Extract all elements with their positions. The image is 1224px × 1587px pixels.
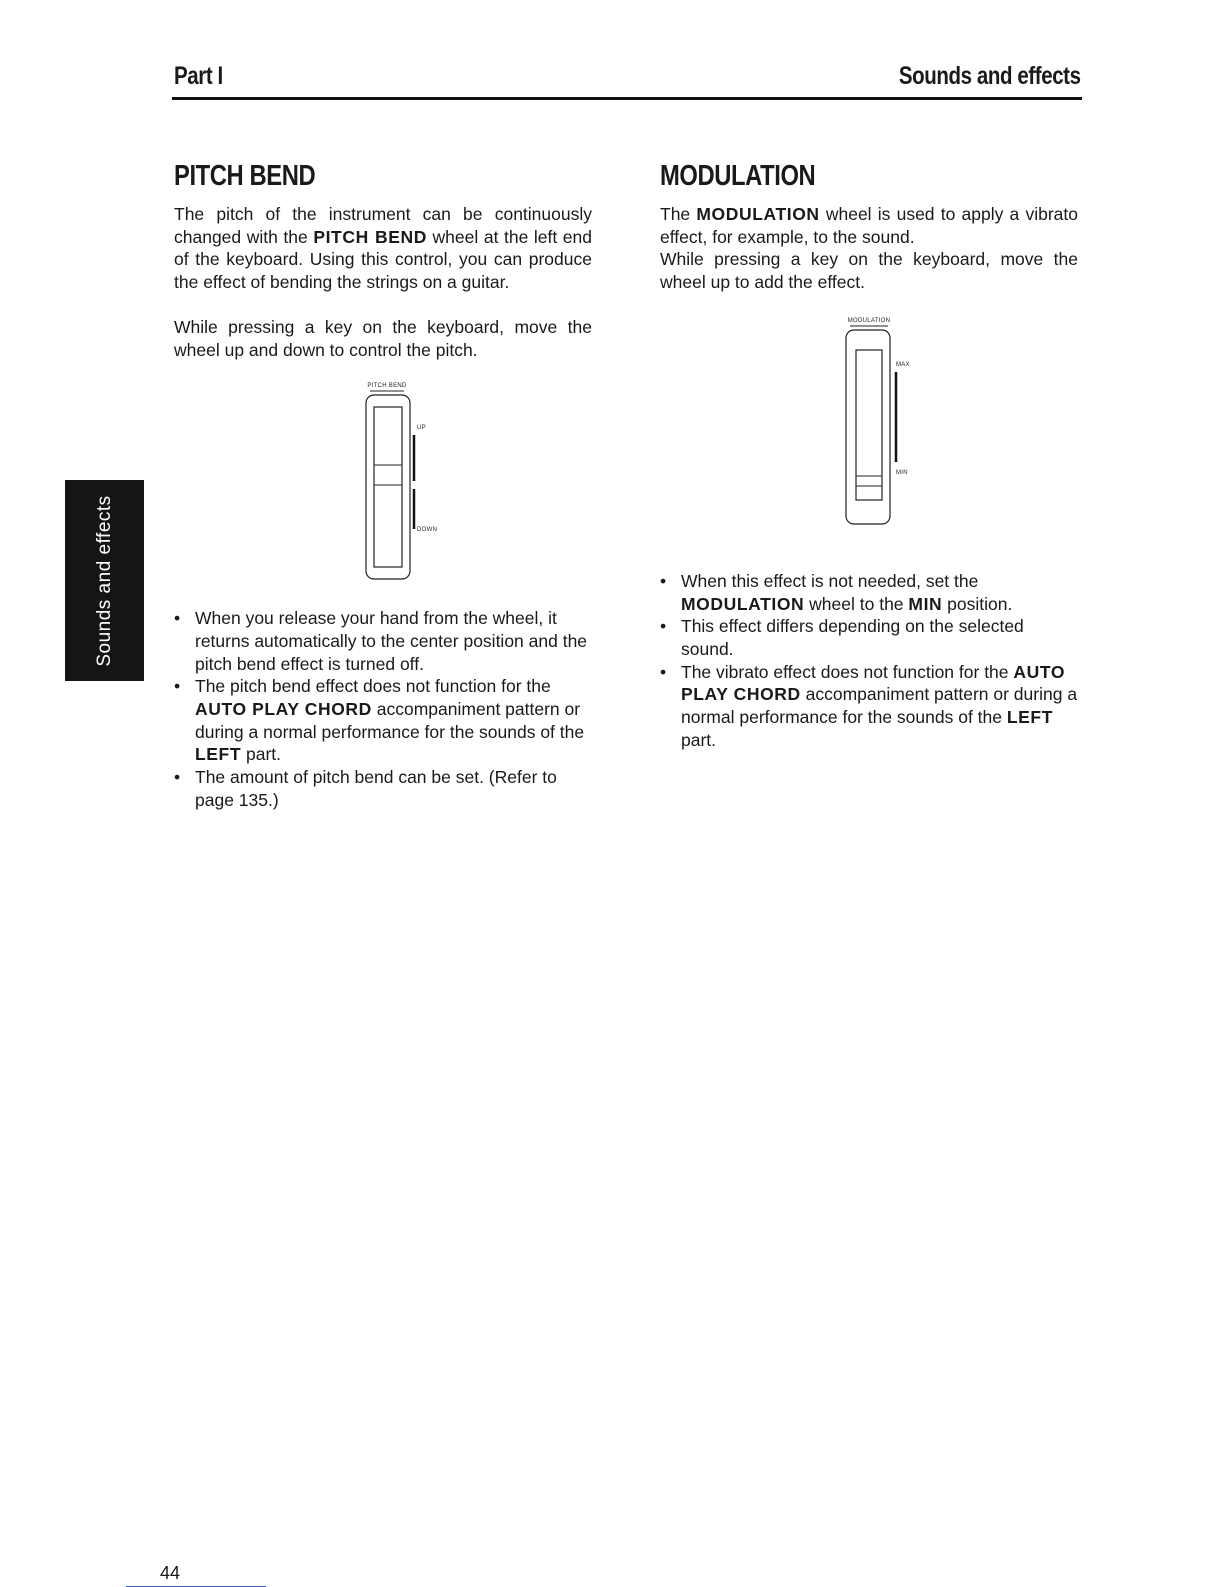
modulation-instruction: While pressing a key on the keyboard, move the wheel up to add the effect. <box>660 249 1078 293</box>
list-item: • The amount of pitch bend can be set. (Refer to page 135.) <box>174 766 592 811</box>
modulation-diagram-label: MODULATION <box>847 317 891 324</box>
wheel-housing <box>366 395 410 579</box>
pitch-bend-heading: PITCH BEND <box>174 160 316 192</box>
list-item: • The vibrato effect does not function for the AUTO PLAY CHORD accompaniment pattern or during a normal performance for the sounds of the LEFT part. <box>660 661 1078 752</box>
side-tab <box>65 480 144 681</box>
modulation-section <box>660 160 1078 751</box>
list-item: • When this effect is not needed, set the MODULATION wheel to the MIN position. <box>660 570 1078 615</box>
pitch-bend-wheel-diagram <box>174 379 592 591</box>
header-rule <box>172 97 1082 100</box>
side-tab-label: Sounds and effects <box>93 494 115 667</box>
pitch-bend-notes <box>174 607 592 811</box>
pitch-bend-instruction: While pressing a key on the keyboard, move the wheel up and down to control the pitch. <box>174 316 592 360</box>
modulation-intro: The MODULATION wheel is used to apply a vibrato effect, for example, to the sound. <box>660 204 1078 247</box>
wheel-housing <box>846 330 890 524</box>
pitch-bend-diagram-label: PITCH BEND <box>367 383 407 390</box>
modulation-wheel-diagram <box>660 314 1078 530</box>
modulation-notes <box>660 570 1078 752</box>
modulation-min-label: MIN <box>896 469 908 476</box>
pitch-bend-section <box>174 160 592 812</box>
pitch-bend-intro: The pitch of the instrument can be continuously changed with the PITCH BEND wheel at the left end of the keyboard. Using this control, you can produce the effect of bending the strings on a guitar. <box>174 204 593 293</box>
wheel <box>374 407 402 567</box>
modulation-max-label: MAX <box>896 361 910 368</box>
pitch-bend-up-label: UP <box>417 425 426 432</box>
list-item: • The pitch bend effect does not function for the AUTO PLAY CHORD accompaniment pattern or during a normal performance for the sounds of the LEFT part. <box>174 675 592 766</box>
header-section-title: Sounds and effects <box>899 62 1081 90</box>
wheel <box>856 350 882 500</box>
pitch-bend-down-label: DOWN <box>417 527 438 534</box>
list-item: • When you release your hand from the wheel, it returns automatically to the center position and the pitch bend effect is turned off. <box>174 607 592 675</box>
header-part: Part I <box>174 62 223 90</box>
list-item: • This effect differs depending on the selected sound. <box>660 615 1078 660</box>
page-number: 44 <box>160 1563 181 1583</box>
modulation-heading: MODULATION <box>660 160 816 192</box>
